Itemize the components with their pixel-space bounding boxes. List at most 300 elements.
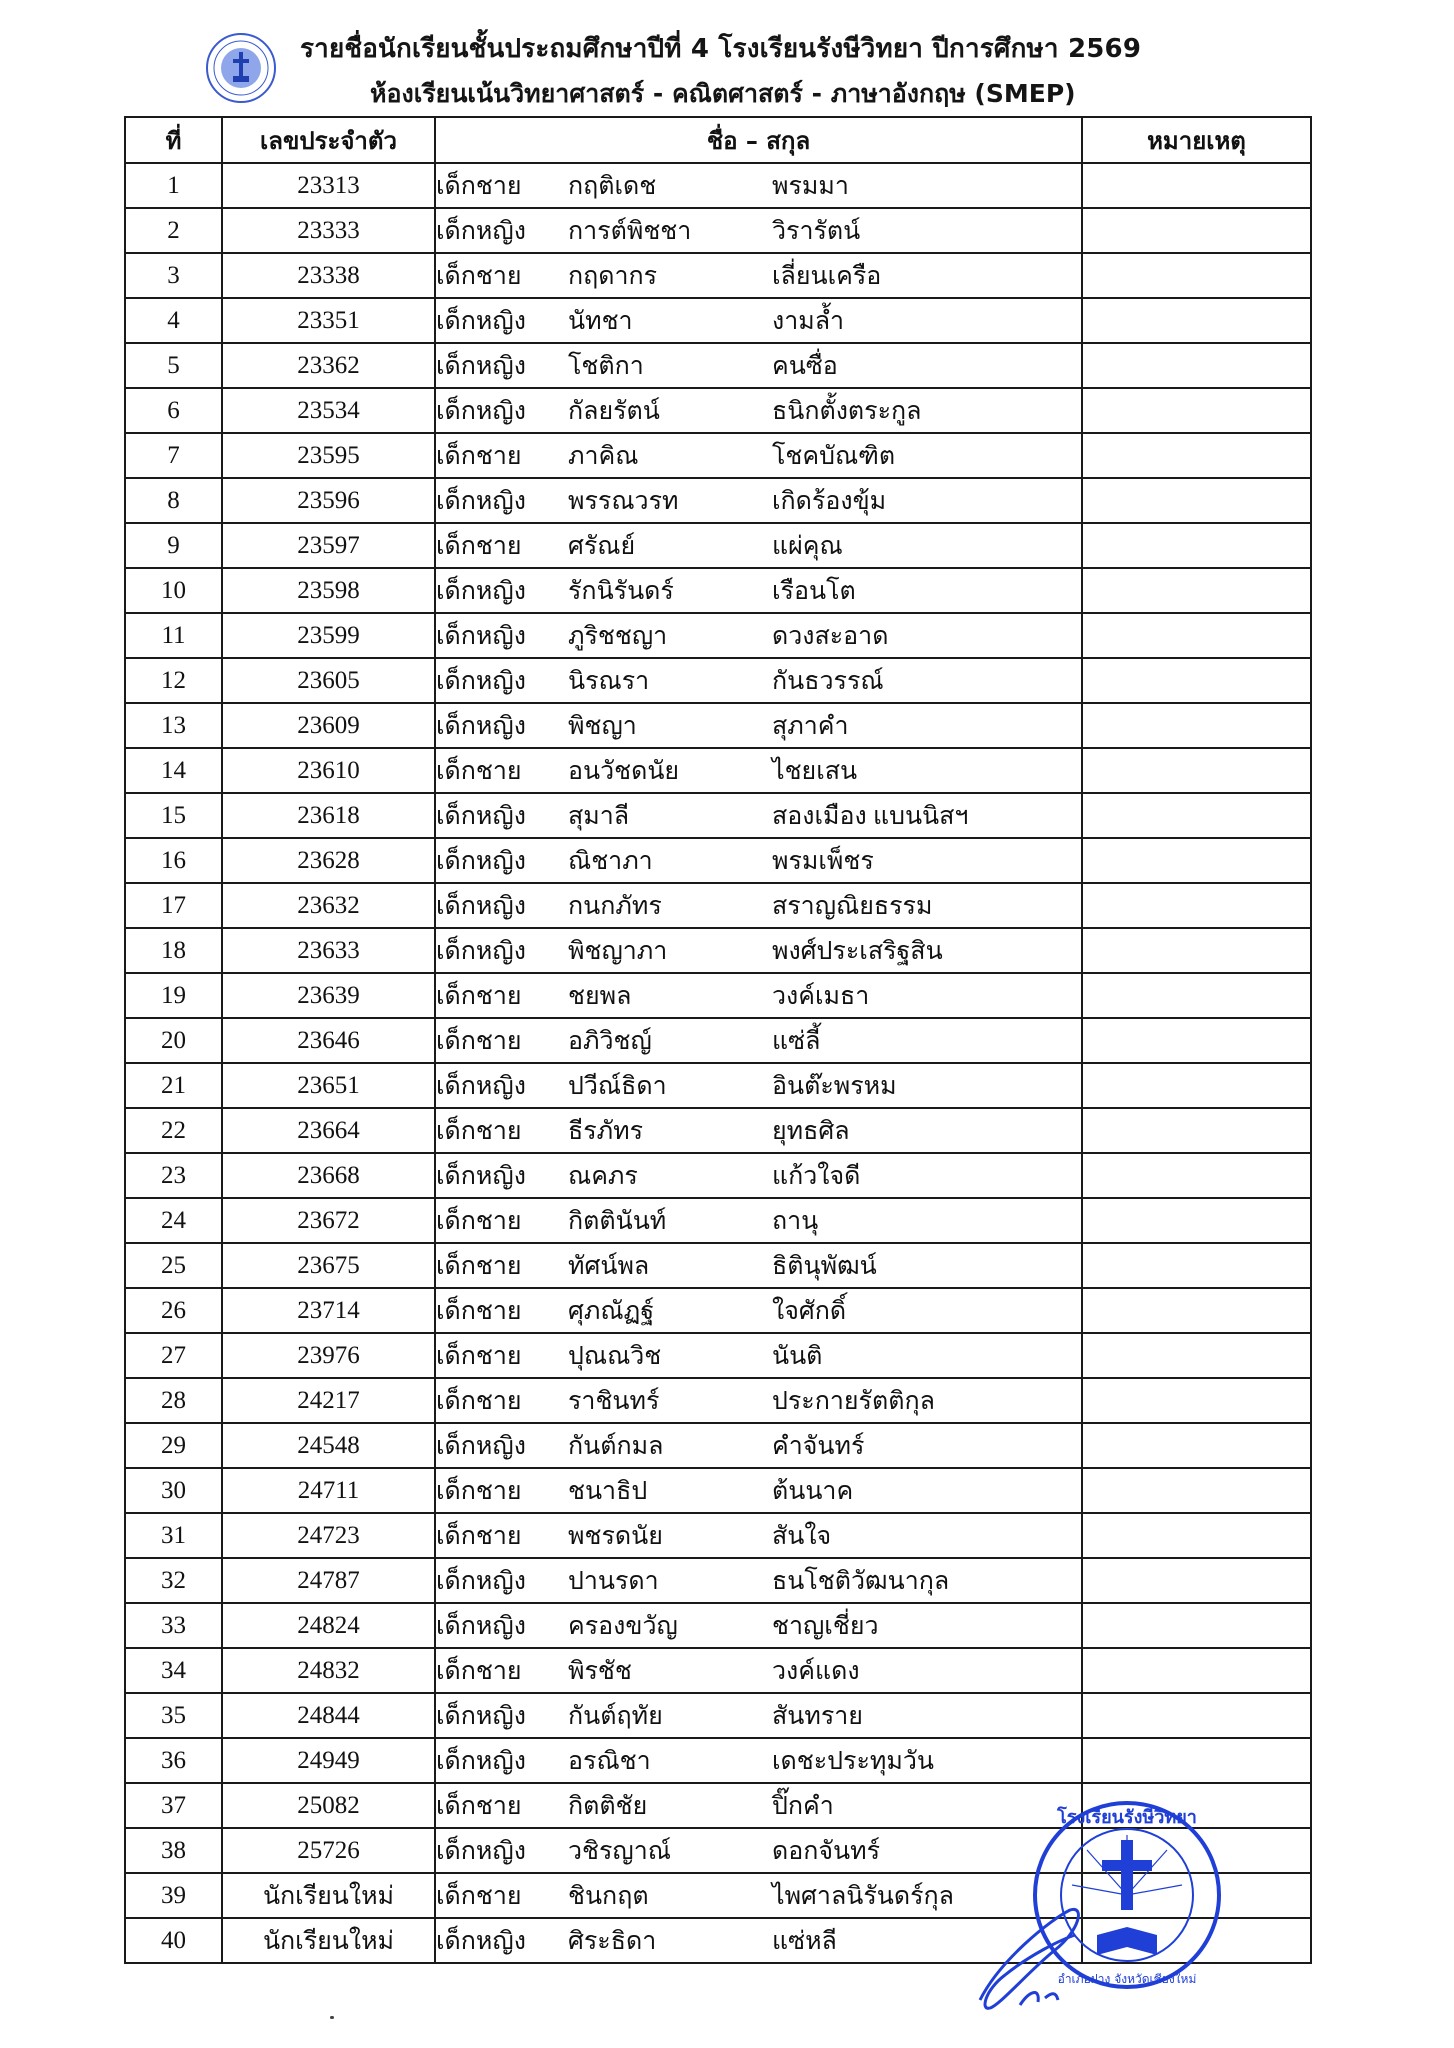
- student-id: 24832: [222, 1648, 435, 1693]
- student-id: 23313: [222, 163, 435, 208]
- name-prefix: เด็กหญิง: [436, 1612, 526, 1640]
- column-header-full-name: ชื่อ – สกุล: [435, 117, 1082, 163]
- remark-cell: [1082, 1558, 1311, 1603]
- name-prefix: เด็กชาย: [436, 1297, 522, 1325]
- table-row: [125, 1693, 1311, 1738]
- name-prefix: เด็กหญิง: [436, 892, 526, 920]
- row-number: 1: [125, 163, 222, 208]
- table-row: [125, 1378, 1311, 1423]
- last-name: สุภาคำ: [772, 712, 849, 740]
- student-id: 24711: [222, 1468, 435, 1513]
- remark-cell: [1082, 1288, 1311, 1333]
- remark-cell: [1082, 1243, 1311, 1288]
- name-prefix: เด็กชาย: [436, 262, 522, 290]
- last-name: เรือนโต: [772, 577, 856, 605]
- row-number: 8: [125, 478, 222, 523]
- row-number: 7: [125, 433, 222, 478]
- student-full-name: [435, 613, 1082, 658]
- last-name: สันทราย: [772, 1702, 863, 1730]
- student-id: 24787: [222, 1558, 435, 1603]
- last-name: สราญณิยธรรม: [772, 892, 933, 920]
- table-row: [125, 388, 1311, 433]
- school-crest-logo: [205, 32, 277, 104]
- student-id: 23976: [222, 1333, 435, 1378]
- table-row: [125, 1648, 1311, 1693]
- last-name: อินต๊ะพรหม: [772, 1072, 897, 1100]
- remark-cell: [1082, 1333, 1311, 1378]
- first-name: ปานรดา: [568, 1567, 659, 1595]
- row-number: 12: [125, 658, 222, 703]
- name-prefix: เด็กชาย: [436, 982, 522, 1010]
- student-full-name: [435, 748, 1082, 793]
- table-row: [125, 1468, 1311, 1513]
- first-name: ศรัณย์: [568, 532, 636, 560]
- student-id: 23333: [222, 208, 435, 253]
- remark-cell: [1082, 478, 1311, 523]
- row-number: 19: [125, 973, 222, 1018]
- student-full-name: [435, 1468, 1082, 1513]
- table-row: [125, 658, 1311, 703]
- student-roster-table: [124, 116, 1312, 1964]
- table-row: [125, 523, 1311, 568]
- last-name: แผ่คุณ: [772, 532, 843, 560]
- name-prefix: เด็กหญิง: [436, 1747, 526, 1775]
- student-id: 23628: [222, 838, 435, 883]
- student-full-name: [435, 1108, 1082, 1153]
- last-name: คำจันทร์: [772, 1432, 865, 1460]
- first-name: ชนาธิป: [568, 1477, 648, 1505]
- last-name: วงค์แดง: [772, 1657, 860, 1685]
- name-prefix: เด็กหญิง: [436, 352, 526, 380]
- student-full-name: [435, 928, 1082, 973]
- name-prefix: เด็กหญิง: [436, 217, 526, 245]
- student-id: 23605: [222, 658, 435, 703]
- last-name: สันใจ: [772, 1522, 832, 1550]
- table-row: [125, 1783, 1311, 1828]
- student-full-name: [435, 838, 1082, 883]
- row-number: 29: [125, 1423, 222, 1468]
- remark-cell: [1082, 1603, 1311, 1648]
- row-number: 34: [125, 1648, 222, 1693]
- first-name: ปวีณ์ธิดา: [568, 1072, 667, 1100]
- row-number: 32: [125, 1558, 222, 1603]
- name-prefix: เด็กชาย: [436, 1027, 522, 1055]
- name-prefix: เด็กชาย: [436, 1117, 522, 1145]
- student-full-name: [435, 208, 1082, 253]
- first-name: ณคภร: [568, 1162, 638, 1190]
- first-name: อภิวิชญ์: [568, 1027, 652, 1055]
- last-name: ปิ๊กคำ: [772, 1792, 834, 1820]
- name-prefix: เด็กชาย: [436, 1387, 522, 1415]
- remark-cell: [1082, 838, 1311, 883]
- row-number: 39: [125, 1873, 222, 1918]
- remark-cell: [1082, 973, 1311, 1018]
- student-full-name: [435, 1693, 1082, 1738]
- table-row: [125, 928, 1311, 973]
- first-name: กนกภัทร: [568, 892, 662, 920]
- table-row: [125, 1738, 1311, 1783]
- student-full-name: [435, 1243, 1082, 1288]
- student-id: 23668: [222, 1153, 435, 1198]
- row-number: 22: [125, 1108, 222, 1153]
- last-name: เกิดร้องขุ้ม: [772, 487, 887, 515]
- table-row: [125, 1513, 1311, 1558]
- row-number: 10: [125, 568, 222, 613]
- name-prefix: เด็กหญิง: [436, 1567, 526, 1595]
- row-number: 17: [125, 883, 222, 928]
- name-prefix: เด็กหญิง: [436, 802, 526, 830]
- table-row: [125, 343, 1311, 388]
- table-row: [125, 1288, 1311, 1333]
- remark-cell: [1082, 613, 1311, 658]
- first-name: พชรดนัย: [568, 1522, 663, 1550]
- student-id: 23632: [222, 883, 435, 928]
- column-header-student-id: เลขประจำตัว: [222, 117, 435, 163]
- student-id: 23610: [222, 748, 435, 793]
- table-row: [125, 433, 1311, 478]
- student-full-name: [435, 793, 1082, 838]
- student-id: 24548: [222, 1423, 435, 1468]
- remark-cell: [1082, 1738, 1311, 1783]
- first-name: โชติกา: [568, 352, 644, 380]
- student-full-name: [435, 298, 1082, 343]
- remark-cell: [1082, 388, 1311, 433]
- name-prefix: เด็กหญิง: [436, 622, 526, 650]
- name-prefix: เด็กหญิง: [436, 1927, 526, 1955]
- remark-cell: [1082, 1423, 1311, 1468]
- document-title: รายชื่อนักเรียนชั้นประถมศึกษาปีที่ 4 โรงเรียนรังษีวิทยา ปีการศึกษา 2569: [300, 34, 1142, 64]
- name-prefix: เด็กชาย: [436, 172, 522, 200]
- student-id: 25726: [222, 1828, 435, 1873]
- first-name: ภาคิณ: [568, 442, 639, 470]
- first-name: ธีรภัทร: [568, 1117, 644, 1145]
- student-full-name: [435, 1783, 1082, 1828]
- row-number: 9: [125, 523, 222, 568]
- remark-cell: [1082, 1918, 1311, 1963]
- first-name: กิตตินันท์: [568, 1207, 667, 1235]
- last-name: ต้นนาค: [772, 1477, 854, 1505]
- remark-cell: [1082, 793, 1311, 838]
- row-number: 11: [125, 613, 222, 658]
- remark-cell: [1082, 523, 1311, 568]
- student-full-name: [435, 1828, 1082, 1873]
- row-number: 15: [125, 793, 222, 838]
- student-id: 23362: [222, 343, 435, 388]
- name-prefix: เด็กชาย: [436, 532, 522, 560]
- last-name: งามล้ำ: [772, 307, 845, 335]
- last-name: เดชะประทุมวัน: [772, 1747, 934, 1775]
- row-number: 37: [125, 1783, 222, 1828]
- last-name: ใจศักดิ์: [772, 1297, 847, 1325]
- remark-cell: [1082, 1018, 1311, 1063]
- first-name: รักนิรันดร์: [568, 577, 674, 605]
- first-name: ราชินทร์: [568, 1387, 660, 1415]
- student-id: นักเรียนใหม่: [222, 1873, 435, 1918]
- student-full-name: [435, 253, 1082, 298]
- first-name: กันต์ฤทัย: [568, 1702, 663, 1730]
- student-id: 24824: [222, 1603, 435, 1648]
- student-id: 23534: [222, 388, 435, 433]
- student-id: 23596: [222, 478, 435, 523]
- remark-cell: [1082, 208, 1311, 253]
- row-number: 24: [125, 1198, 222, 1243]
- remark-cell: [1082, 658, 1311, 703]
- student-id: 23618: [222, 793, 435, 838]
- remark-cell: [1082, 433, 1311, 478]
- row-number: 27: [125, 1333, 222, 1378]
- name-prefix: เด็กชาย: [436, 1252, 522, 1280]
- first-name: ชินกฤต: [568, 1882, 649, 1910]
- last-name: กันธวรรณ์: [772, 667, 884, 695]
- table-header-row: [125, 117, 1311, 163]
- student-full-name: [435, 1558, 1082, 1603]
- first-name: พิรชัช: [568, 1657, 632, 1685]
- name-prefix: เด็กชาย: [436, 1207, 522, 1235]
- first-name: สุมาลี: [568, 802, 630, 830]
- name-prefix: เด็กหญิง: [436, 712, 526, 740]
- remark-cell: [1082, 1828, 1311, 1873]
- row-number: 40: [125, 1918, 222, 1963]
- row-number: 4: [125, 298, 222, 343]
- student-full-name: [435, 1288, 1082, 1333]
- student-id: 23598: [222, 568, 435, 613]
- name-prefix: เด็กชาย: [436, 1477, 522, 1505]
- student-full-name: [435, 343, 1082, 388]
- name-prefix: เด็กชาย: [436, 1522, 522, 1550]
- remark-cell: [1082, 1873, 1311, 1918]
- student-id: 24723: [222, 1513, 435, 1558]
- row-number: 35: [125, 1693, 222, 1738]
- name-prefix: เด็กหญิง: [436, 1837, 526, 1865]
- first-name: กฤติเดช: [568, 172, 657, 200]
- student-id: 23714: [222, 1288, 435, 1333]
- student-full-name: [435, 1513, 1082, 1558]
- first-name: ศิระธิดา: [568, 1927, 657, 1955]
- student-full-name: [435, 1378, 1082, 1423]
- row-number: 20: [125, 1018, 222, 1063]
- remark-cell: [1082, 163, 1311, 208]
- student-full-name: [435, 523, 1082, 568]
- table-row: [125, 478, 1311, 523]
- last-name: พรมเพ็ชร: [772, 847, 874, 875]
- table-row: [125, 703, 1311, 748]
- last-name: ประกายรัตติกุล: [772, 1387, 935, 1415]
- row-number: 30: [125, 1468, 222, 1513]
- first-name: ศุภณัฏฐ์: [568, 1297, 655, 1325]
- table-row: [125, 793, 1311, 838]
- name-prefix: เด็กหญิง: [436, 307, 526, 335]
- document-subtitle: ห้องเรียนเน้นวิทยาศาสตร์ - คณิตศาสตร์ - ภาษาอังกฤษ (SMEP): [370, 79, 1076, 108]
- table-row: [125, 748, 1311, 793]
- remark-cell: [1082, 748, 1311, 793]
- table-row: [125, 1018, 1311, 1063]
- table-row: [125, 298, 1311, 343]
- table-row: [125, 883, 1311, 928]
- last-name: ธนิกตั้งตระกูล: [772, 397, 922, 425]
- student-id: 23595: [222, 433, 435, 478]
- last-name: แซ่หลี: [772, 1927, 837, 1955]
- student-full-name: [435, 1873, 1082, 1918]
- first-name: การต์พิชชา: [568, 217, 692, 245]
- remark-cell: [1082, 1693, 1311, 1738]
- last-name: วิรารัตน์: [772, 217, 861, 245]
- remark-cell: [1082, 1378, 1311, 1423]
- first-name: ทัศน์พล: [568, 1252, 650, 1280]
- remark-cell: [1082, 703, 1311, 748]
- name-prefix: เด็กหญิง: [436, 577, 526, 605]
- row-number: 3: [125, 253, 222, 298]
- name-prefix: เด็กหญิง: [436, 397, 526, 425]
- row-number: 26: [125, 1288, 222, 1333]
- last-name: คนซื่อ: [772, 352, 838, 380]
- student-full-name: [435, 883, 1082, 928]
- row-number: 2: [125, 208, 222, 253]
- student-id: 23639: [222, 973, 435, 1018]
- row-number: 36: [125, 1738, 222, 1783]
- name-prefix: เด็กหญิง: [436, 1162, 526, 1190]
- scan-speck: [330, 2016, 334, 2019]
- table-row: [125, 1333, 1311, 1378]
- last-name: นันติ: [772, 1342, 823, 1370]
- last-name: ดอกจันทร์: [772, 1837, 881, 1865]
- last-name: วงค์เมธา: [772, 982, 870, 1010]
- student-id: 23599: [222, 613, 435, 658]
- table-body: [125, 163, 1311, 1963]
- row-number: 5: [125, 343, 222, 388]
- remark-cell: [1082, 1063, 1311, 1108]
- name-prefix: เด็กชาย: [436, 1882, 522, 1910]
- table-row: [125, 613, 1311, 658]
- student-full-name: [435, 658, 1082, 703]
- student-full-name: [435, 1423, 1082, 1468]
- table-row: [125, 163, 1311, 208]
- last-name: โชคบัณฑิต: [772, 442, 896, 470]
- row-number: 14: [125, 748, 222, 793]
- student-id: 23646: [222, 1018, 435, 1063]
- name-prefix: เด็กหญิง: [436, 667, 526, 695]
- last-name: ไพศาลนิรันดร์กุล: [772, 1882, 955, 1910]
- remark-cell: [1082, 1468, 1311, 1513]
- name-prefix: เด็กชาย: [436, 442, 522, 470]
- last-name: เลี่ยนเครือ: [772, 262, 882, 290]
- first-name: วชิรญาณ์: [568, 1837, 671, 1865]
- first-name: ชยพล: [568, 982, 632, 1010]
- name-prefix: เด็กชาย: [436, 1657, 522, 1685]
- table-row: [125, 1108, 1311, 1153]
- table-row: [125, 838, 1311, 883]
- row-number: 38: [125, 1828, 222, 1873]
- table-row: [125, 973, 1311, 1018]
- student-full-name: [435, 1198, 1082, 1243]
- row-number: 25: [125, 1243, 222, 1288]
- first-name: พิชญาภา: [568, 937, 668, 965]
- student-id: 23675: [222, 1243, 435, 1288]
- table-row: [125, 1558, 1311, 1603]
- name-prefix: เด็กหญิง: [436, 937, 526, 965]
- student-full-name: [435, 1063, 1082, 1108]
- student-id: 24217: [222, 1378, 435, 1423]
- row-number: 33: [125, 1603, 222, 1648]
- row-number: 21: [125, 1063, 222, 1108]
- first-name: นัทชา: [568, 307, 633, 335]
- first-name: กฤดากร: [568, 262, 658, 290]
- name-prefix: เด็กหญิง: [436, 487, 526, 515]
- name-prefix: เด็กหญิง: [436, 1072, 526, 1100]
- student-full-name: [435, 973, 1082, 1018]
- name-prefix: เด็กหญิง: [436, 1432, 526, 1460]
- row-number: 16: [125, 838, 222, 883]
- last-name: แก้วใจดี: [772, 1162, 861, 1190]
- first-name: อนวัชดนัย: [568, 757, 680, 785]
- first-name: ปุณณวิช: [568, 1342, 662, 1370]
- student-id: 23664: [222, 1108, 435, 1153]
- row-number: 23: [125, 1153, 222, 1198]
- first-name: นิรณรา: [568, 667, 650, 695]
- name-prefix: เด็กชาย: [436, 1342, 522, 1370]
- student-id: 23633: [222, 928, 435, 973]
- row-number: 18: [125, 928, 222, 973]
- table-row: [125, 253, 1311, 298]
- student-full-name: [435, 433, 1082, 478]
- first-name: กัลยรัตน์: [568, 397, 660, 425]
- last-name: ชาญเชี่ยว: [772, 1612, 879, 1640]
- first-name: ภูริชชญา: [568, 622, 668, 650]
- last-name: ถานุ: [772, 1207, 819, 1235]
- student-full-name: [435, 1603, 1082, 1648]
- student-id: 23672: [222, 1198, 435, 1243]
- last-name: ธิตินุพัฒน์: [772, 1252, 877, 1280]
- remark-cell: [1082, 1783, 1311, 1828]
- first-name: กิตติชัย: [568, 1792, 648, 1820]
- student-full-name: [435, 163, 1082, 208]
- last-name: ไชยเสน: [772, 757, 858, 785]
- student-full-name: [435, 478, 1082, 523]
- remark-cell: [1082, 1198, 1311, 1243]
- name-prefix: เด็กชาย: [436, 757, 522, 785]
- row-number: 31: [125, 1513, 222, 1558]
- name-prefix: เด็กชาย: [436, 1792, 522, 1820]
- table-row: [125, 1873, 1311, 1918]
- row-number: 13: [125, 703, 222, 748]
- student-full-name: [435, 388, 1082, 433]
- table-row: [125, 1243, 1311, 1288]
- student-id: 23609: [222, 703, 435, 748]
- last-name: แซ่ลี้: [772, 1027, 821, 1055]
- remark-cell: [1082, 928, 1311, 973]
- student-id: 24844: [222, 1693, 435, 1738]
- first-name: อรณิชา: [568, 1747, 651, 1775]
- student-full-name: [435, 1738, 1082, 1783]
- first-name: กันต์กมล: [568, 1432, 664, 1460]
- first-name: ครองขวัญ: [568, 1612, 678, 1640]
- table-row: [125, 1063, 1311, 1108]
- student-full-name: [435, 1648, 1082, 1693]
- first-name: ณิชาภา: [568, 847, 653, 875]
- first-name: พิชญา: [568, 712, 637, 740]
- last-name: สองเมือง แบนนิสฯ: [772, 802, 969, 830]
- remark-cell: [1082, 1108, 1311, 1153]
- remark-cell: [1082, 1513, 1311, 1558]
- last-name: ดวงสะอาด: [772, 622, 889, 650]
- name-prefix: เด็กหญิง: [436, 847, 526, 875]
- remark-cell: [1082, 1648, 1311, 1693]
- column-header-remark: หมายเหตุ: [1082, 117, 1311, 163]
- student-full-name: [435, 1018, 1082, 1063]
- remark-cell: [1082, 568, 1311, 613]
- remark-cell: [1082, 298, 1311, 343]
- student-id: 23651: [222, 1063, 435, 1108]
- student-id: นักเรียนใหม่: [222, 1918, 435, 1963]
